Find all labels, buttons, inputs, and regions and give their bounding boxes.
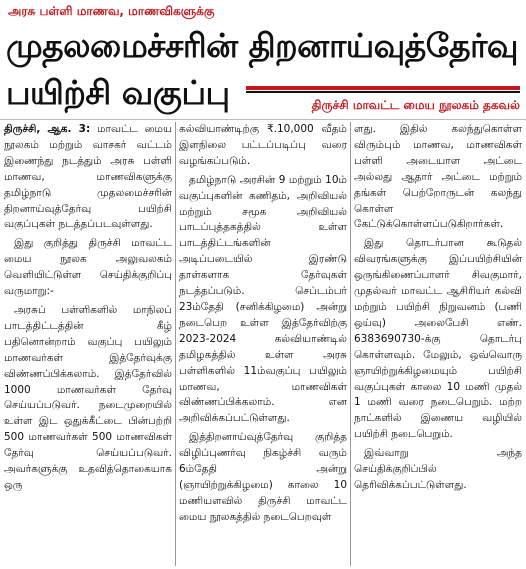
- paragraph: இது தொடர்பான கூடுதல் விவரங்களுக்கு இப்பயிற்சியின் ஒருங்கிணைப்பாளர் சிவகுமார், முதல்வர் மாவட்ட ஆசிரியர் கல்வி மற்றும் பயிற்சி நிறுவனம் (பணி ஒய்வு) அலைபேசி எண். 6383690730-க்கு தொடர்பு கொள்ளவும். மேலும், ஒவ்வொரு ஞாயிற்றுக்கிழமையும் பயிற்சி வகுப்புகள் காலை 10 மணி முதல் 1 மணி வரை நடைபெறும். மற்ற நாட்களில் இணைய வழியில் பயிற்சி நடைபெறும்.: [354, 237, 522, 441]
- header-divider: [0, 119, 526, 120]
- paragraph: ளது. இதில் கலந்துகொள்ள விரும்பும் மாணவ, மாணவிகள் பள்ளி அடையாள அட்டை அல்லது ஆதார் அட்டை மற்றும் தங்கள் பெற்றோருடன் கலந்து கொள்ள கேட்டுக்கொள்ளப்படுகிறார்கள்.: [354, 123, 522, 231]
- column-divider: [175, 122, 176, 566]
- headline-line-2: பயிற்சி வகுப்பு: [6, 73, 230, 112]
- paragraph: கல்வியாண்டிற்கு ₹.10,000 வீதம் இளநிலை பட்டப்படிப்பு வரை வழங்கப்படும்.: [179, 123, 347, 167]
- accent-bar-underline: [246, 91, 520, 93]
- column-divider: [350, 122, 351, 566]
- paragraph: தமிழ்நாடு அரசின் 9 மற்றும் 10ம் வகுப்புகளின் கணிதம், அறிவியல் மற்றும் சமூக அறிவியல் பாடப்புத்தகத்தில் உள்ள பாடத்திட்டங்களின் அடிப்படையில் இரண்டு தாள்களாக தேர்வுகள் நடத்தப்படும். செப்டம்பர் 23ம்தேதி (சனிக்கிழமை) அன்று நடைபெற உள்ள இத்தேர்விற்கு 2023-2024 கல்வியாண்டில் தமிழகத்தில் உள்ள அரசு பள்ளிகளில் 11ம்வகுப்பு பயிலும் மாணவ, மாணவிகள் விண்ணப்பிக்கலாம். என அறிவிக்கப்பட்டுள்ளது.: [179, 173, 347, 425]
- article-column-2: [179, 122, 347, 566]
- article-column-1: [4, 122, 172, 566]
- accent-bar: [246, 86, 520, 90]
- headline-line-1: முதலமைச்சரின் திறனாய்வுத்தேர்வு: [6, 26, 518, 65]
- dateline: திருச்சி, ஆக. 3:: [4, 123, 91, 135]
- article-column-3: [354, 122, 522, 566]
- paragraph-text: மாவட்ட மைய நூலகம் மற்றும் வாசகர் வட்டம் இணைந்து நடத்தும் அரசு பள்ளி மாணவ, மாணவிகளுக்கு தமிழ்நாடு முதலமைச்சரின் திறனாய்வுத்தேர்வு பயிற்சி வகுப்புகள் நடத்தப்படவுள்ளது.: [4, 123, 172, 231]
- paragraph: [4, 122, 172, 233]
- paragraph: இது குறித்து திருச்சி மாவட்ட மைய நூலக அலுவலகம் வெளியிட்டுள்ள செய்திக்குறிப்பு வருமாறு:-: [4, 237, 172, 298]
- paragraph: அரசுப் பள்ளிகளில் மாநிலப் பாடத்திட்டத்தின் கீழ் பதினொன்றாம் வகுப்பு பயிலும் மாணவர்கள் இத்தேர்வுக்கு விண்ணப்பிக்கலாம். இத்தேர்வில் 1000 மாணவர்கள் தேர்வு செய்யப்படுவர். நடைமுறையில் உள்ள இட ஒதுக்கீட்டை பின்பற்றி 500 மாணவர்கள் 500 மாணவிகள் தேர்வு செய்யப்படுவர். அவர்களுக்கு உதவித்தொகையாக ஒரு: [4, 303, 172, 491]
- paragraph: இத்திறனாய்வுத்தேர்வு குறித்த விழிப்புணர்வு நிகழ்ச்சி வரும் 6ம்தேதி அன்று (ஞாயிற்றுக்கிழமை) காலை 10 மணியளவில் திருச்சி மாவட்ட மைய நூலகத்தில் நடைபெறவுள்: [179, 431, 347, 523]
- paragraph: இவ்வாறு அந்த செய்திக்குறிப்பில் தெரிவிக்கப்பட்டுள்ளது.: [354, 447, 522, 491]
- kicker: அரசு பள்ளி மாணவ, மாணவிகளுக்கு: [8, 4, 215, 18]
- source-tag: திருச்சி மாவட்ட மைய நூலகம் தகவல்: [311, 98, 520, 112]
